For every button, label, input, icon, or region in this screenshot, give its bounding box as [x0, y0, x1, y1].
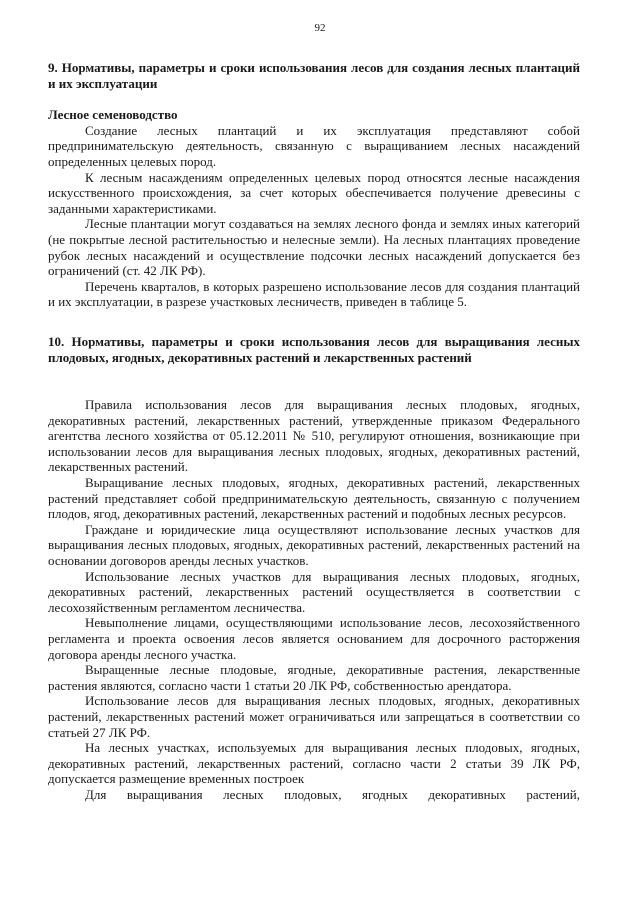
section-10-heading: 10. Нормативы, параметры и сроки использования лесов для выращивания лесных плодовых, ягодных, декоративных растений и лекарственных растений	[48, 333, 580, 365]
paragraph: На лесных участках, используемых для выращивания лесных плодовых, ягодных, декоративных растений, лекарственных растений, согласно части 2 статьи 39 ЛК РФ, допускается размещение временных построек	[48, 740, 580, 787]
paragraph: Использование лесов для выращивания лесных плодовых, ягодных, декоративных растений, лекарственных растений может ограничиваться или запрещаться в соответствии со статьей 27 ЛК РФ.	[48, 693, 580, 740]
page-number: 92	[314, 22, 326, 34]
paragraph: Для выращивания лесных плодовых, ягодных декоративных растений,	[85, 786, 580, 802]
paragraph: Выращивание лесных плодовых, ягодных, декоративных растений, лекарственных растений представляет собой предпринимательскую деятельность, связанную с получением плодов, ягод, декоративных растений, лекарственных растений и подобных лесных ресурсов.	[48, 475, 580, 522]
section-9-heading: 9. Нормативы, параметры и сроки использования лесов для создания лесных плантаций и их эксплуатации	[48, 60, 580, 91]
subsection-heading: Лесное семеноводство	[48, 107, 178, 123]
paragraph: Правила использования лесов для выращивания лесных плодовых, ягодных, декоративных растений, лекарственных растений, утвержденные приказом Федерального агентства лесного хозяйства от 05.12.2011 № 510, регулируют отношения, возникающие при использовании лесов для выращивания лесных плодовых, ягодных, декоративных растений, лекарственных растений.	[48, 397, 580, 475]
paragraph: Использование лесных участков для выращивания лесных плодовых, ягодных, декоративных растений, лекарственных растений осуществляется в соответствии с лесохозяйственным регламентом лесничества.	[48, 568, 580, 615]
paragraph: Невыполнение лицами, осуществляющими использование лесов, лесохозяйственного регламента и проекта освоения лесов является основанием для досрочного расторжения договора аренды лесного участка.	[48, 615, 580, 662]
paragraph: Граждане и юридические лица осуществляют использование лесных участков для выращивания лесных плодовых, ягодных, декоративных растений, лекарственных растений на основании договоров аренды лесных участков.	[48, 521, 580, 569]
paragraph: Создание лесных плантаций и их эксплуатация представляют собой предпринимательскую деятельность, связанную с выращиванием лесных насаждений определенных целевых пород.	[48, 122, 580, 169]
paragraph: Перечень кварталов, в которых разрешено использование лесов для создания плантаций и их эксплуатации, в разрезе участковых лесничеств, приведен в таблице 5.	[48, 278, 580, 310]
paragraph: Выращенные лесные плодовые, ягодные, декоративные растения, лекарственные растения являются, согласно части 1 статьи 20 ЛК РФ, собственностью арендатора.	[48, 662, 580, 693]
paragraph: К лесным насаждениям определенных целевых пород относятся лесные насаждения искусственного происхождения, за счет которых обеспечивается получение древесины с заданными характеристиками.	[48, 169, 580, 216]
document-body	[48, 60, 580, 803]
paragraph: Лесные плантации могут создаваться на землях лесного фонда и землях иных категорий (не покрытые лесной растительностью и нелесные земли). На лесных плантациях проведение рубок лесных насаждений и осуществление подсочки лесных насаждений допускается без ограничений (ст. 42 ЛК РФ).	[48, 216, 580, 279]
